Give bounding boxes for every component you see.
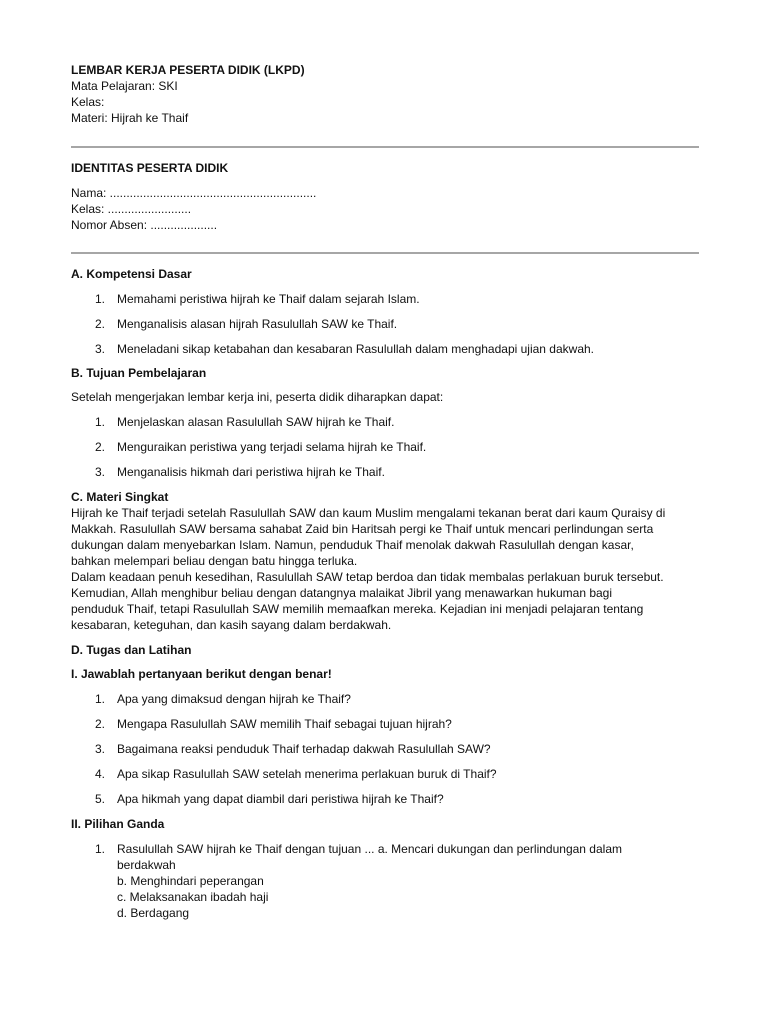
divider [71, 146, 699, 148]
list-item [71, 841, 699, 921]
list-number: 2. [95, 317, 106, 331]
objective-list [71, 414, 699, 480]
material-paragraph-2 [71, 569, 699, 633]
list-item [71, 291, 699, 307]
list-text: Menganalisis hikmah dari peristiwa hijrah ke Thaif. [117, 465, 385, 479]
subject-line: Mata Pelajaran: SKI [71, 79, 178, 93]
class-field: Kelas: ......................... [71, 202, 192, 216]
list-number: 1. [95, 842, 106, 856]
section-b-title: B. Tujuan Pembelajaran [71, 366, 207, 380]
list-item [71, 766, 699, 782]
essay-question-list [71, 691, 699, 807]
paragraph-line: Kemudian, Allah menghibur beliau dengan datangnya malaikat Jibril yang menawarkan hukuman bagi [71, 586, 613, 600]
list-item [71, 691, 699, 707]
multiple-choice-list [71, 841, 699, 921]
list-text: Apa hikmah yang dapat diambil dari peristiwa hijrah ke Thaif? [117, 792, 444, 806]
list-text: Menjelaskan alasan Rasulullah SAW hijrah ke Thaif. [117, 415, 395, 429]
section-a-title: A. Kompetensi Dasar [71, 267, 192, 281]
question-text: berdakwah [117, 858, 176, 872]
list-number: 3. [95, 465, 106, 479]
paragraph-line: penduduk Thaif, tetapi Rasulullah SAW memilih memaafkan mereka. Kejadian ini menjadi pelajaran tentang [71, 602, 644, 616]
list-item [71, 316, 699, 332]
list-item [71, 741, 699, 757]
list-number: 1. [95, 415, 106, 429]
choice-d: d. Berdagang [117, 906, 190, 920]
paragraph-line: dukungan dalam menyebarkan Islam. Namun, penduduk Thaif menolak dakwah Rasulullah dengan kasar, [71, 538, 634, 552]
list-text: Menganalisis alasan hijrah Rasulullah SAW ke Thaif. [117, 317, 398, 331]
section-c-title: C. Materi Singkat [71, 490, 169, 504]
list-item [71, 341, 699, 357]
list-text: Apa sikap Rasulullah SAW setelah menerima perlakuan buruk di Thaif? [117, 767, 497, 781]
list-number: 5. [95, 792, 106, 806]
list-text: Apa yang dimaksud dengan hijrah ke Thaif? [117, 692, 351, 706]
paragraph-line: Makkah. Rasulullah SAW bersama sahabat Zaid bin Haritsah pergi ke Thaif untuk mencari perlindungan serta [71, 522, 654, 536]
list-number: 2. [95, 717, 106, 731]
choice-c: c. Melaksanakan ibadah haji [117, 890, 269, 904]
section-d-title: D. Tugas dan Latihan [71, 643, 192, 657]
list-number: 3. [95, 342, 106, 356]
list-text: Menguraikan peristiwa yang terjadi selama hijrah ke Thaif. [117, 440, 427, 454]
absence-number-field: Nomor Absen: .................... [71, 218, 218, 232]
paragraph-line: bahkan melempari beliau dengan batu hingga terluka. [71, 554, 358, 568]
list-item [71, 414, 699, 430]
list-text: Meneladani sikap ketabahan dan kesabaran Rasulullah dalam menghadapi ujian dakwah. [117, 342, 594, 356]
name-field: Nama: .............................................................. [71, 186, 317, 200]
list-number: 1. [95, 292, 106, 306]
worksheet-page [71, 62, 699, 921]
section-b-intro: Setelah mengerjakan lembar kerja ini, peserta didik diharapkan dapat: [71, 390, 444, 404]
paragraph-line: Dalam keadaan penuh kesedihan, Rasulullah SAW tetap berdoa dan tidak membalas perlakuan buruk tersebut. [71, 570, 664, 584]
material-line: Materi: Hijrah ke Thaif [71, 111, 189, 125]
divider [71, 252, 699, 254]
identity-fields [71, 185, 699, 233]
list-number: 1. [95, 692, 106, 706]
list-item [71, 439, 699, 455]
list-text: Bagaimana reaksi penduduk Thaif terhadap dakwah Rasulullah SAW? [117, 742, 491, 756]
multiple-choice-title: II. Pilihan Ganda [71, 817, 165, 831]
question-text: Rasulullah SAW hijrah ke Thaif dengan tujuan ... a. Mencari dukungan dan perlindungan dalam [117, 842, 622, 856]
paragraph-line: kesabaran, keteguhan, dan kasih sayang dalam berdakwah. [71, 618, 392, 632]
list-number: 2. [95, 440, 106, 454]
essay-part-title: I. Jawablah pertanyaan berikut dengan benar! [71, 667, 332, 681]
paragraph-line: Hijrah ke Thaif terjadi setelah Rasulullah SAW dan kaum Muslim mengalami tekanan berat dari kaum Quraisy di [71, 506, 666, 520]
list-item [71, 464, 699, 480]
list-item [71, 716, 699, 732]
list-number: 4. [95, 767, 106, 781]
identity-title: IDENTITAS PESERTA DIDIK [71, 161, 229, 175]
list-item [71, 791, 699, 807]
worksheet-title: LEMBAR KERJA PESERTA DIDIK (LKPD) [71, 63, 305, 77]
class-line: Kelas: [71, 95, 105, 109]
worksheet-header [71, 62, 699, 126]
list-text: Memahami peristiwa hijrah ke Thaif dalam sejarah Islam. [117, 292, 420, 306]
competency-list [71, 291, 699, 357]
list-number: 3. [95, 742, 106, 756]
material-paragraph-1 [71, 505, 699, 569]
list-text: Mengapa Rasulullah SAW memilih Thaif sebagai tujuan hijrah? [117, 717, 452, 731]
choice-b: b. Menghindari peperangan [117, 874, 264, 888]
